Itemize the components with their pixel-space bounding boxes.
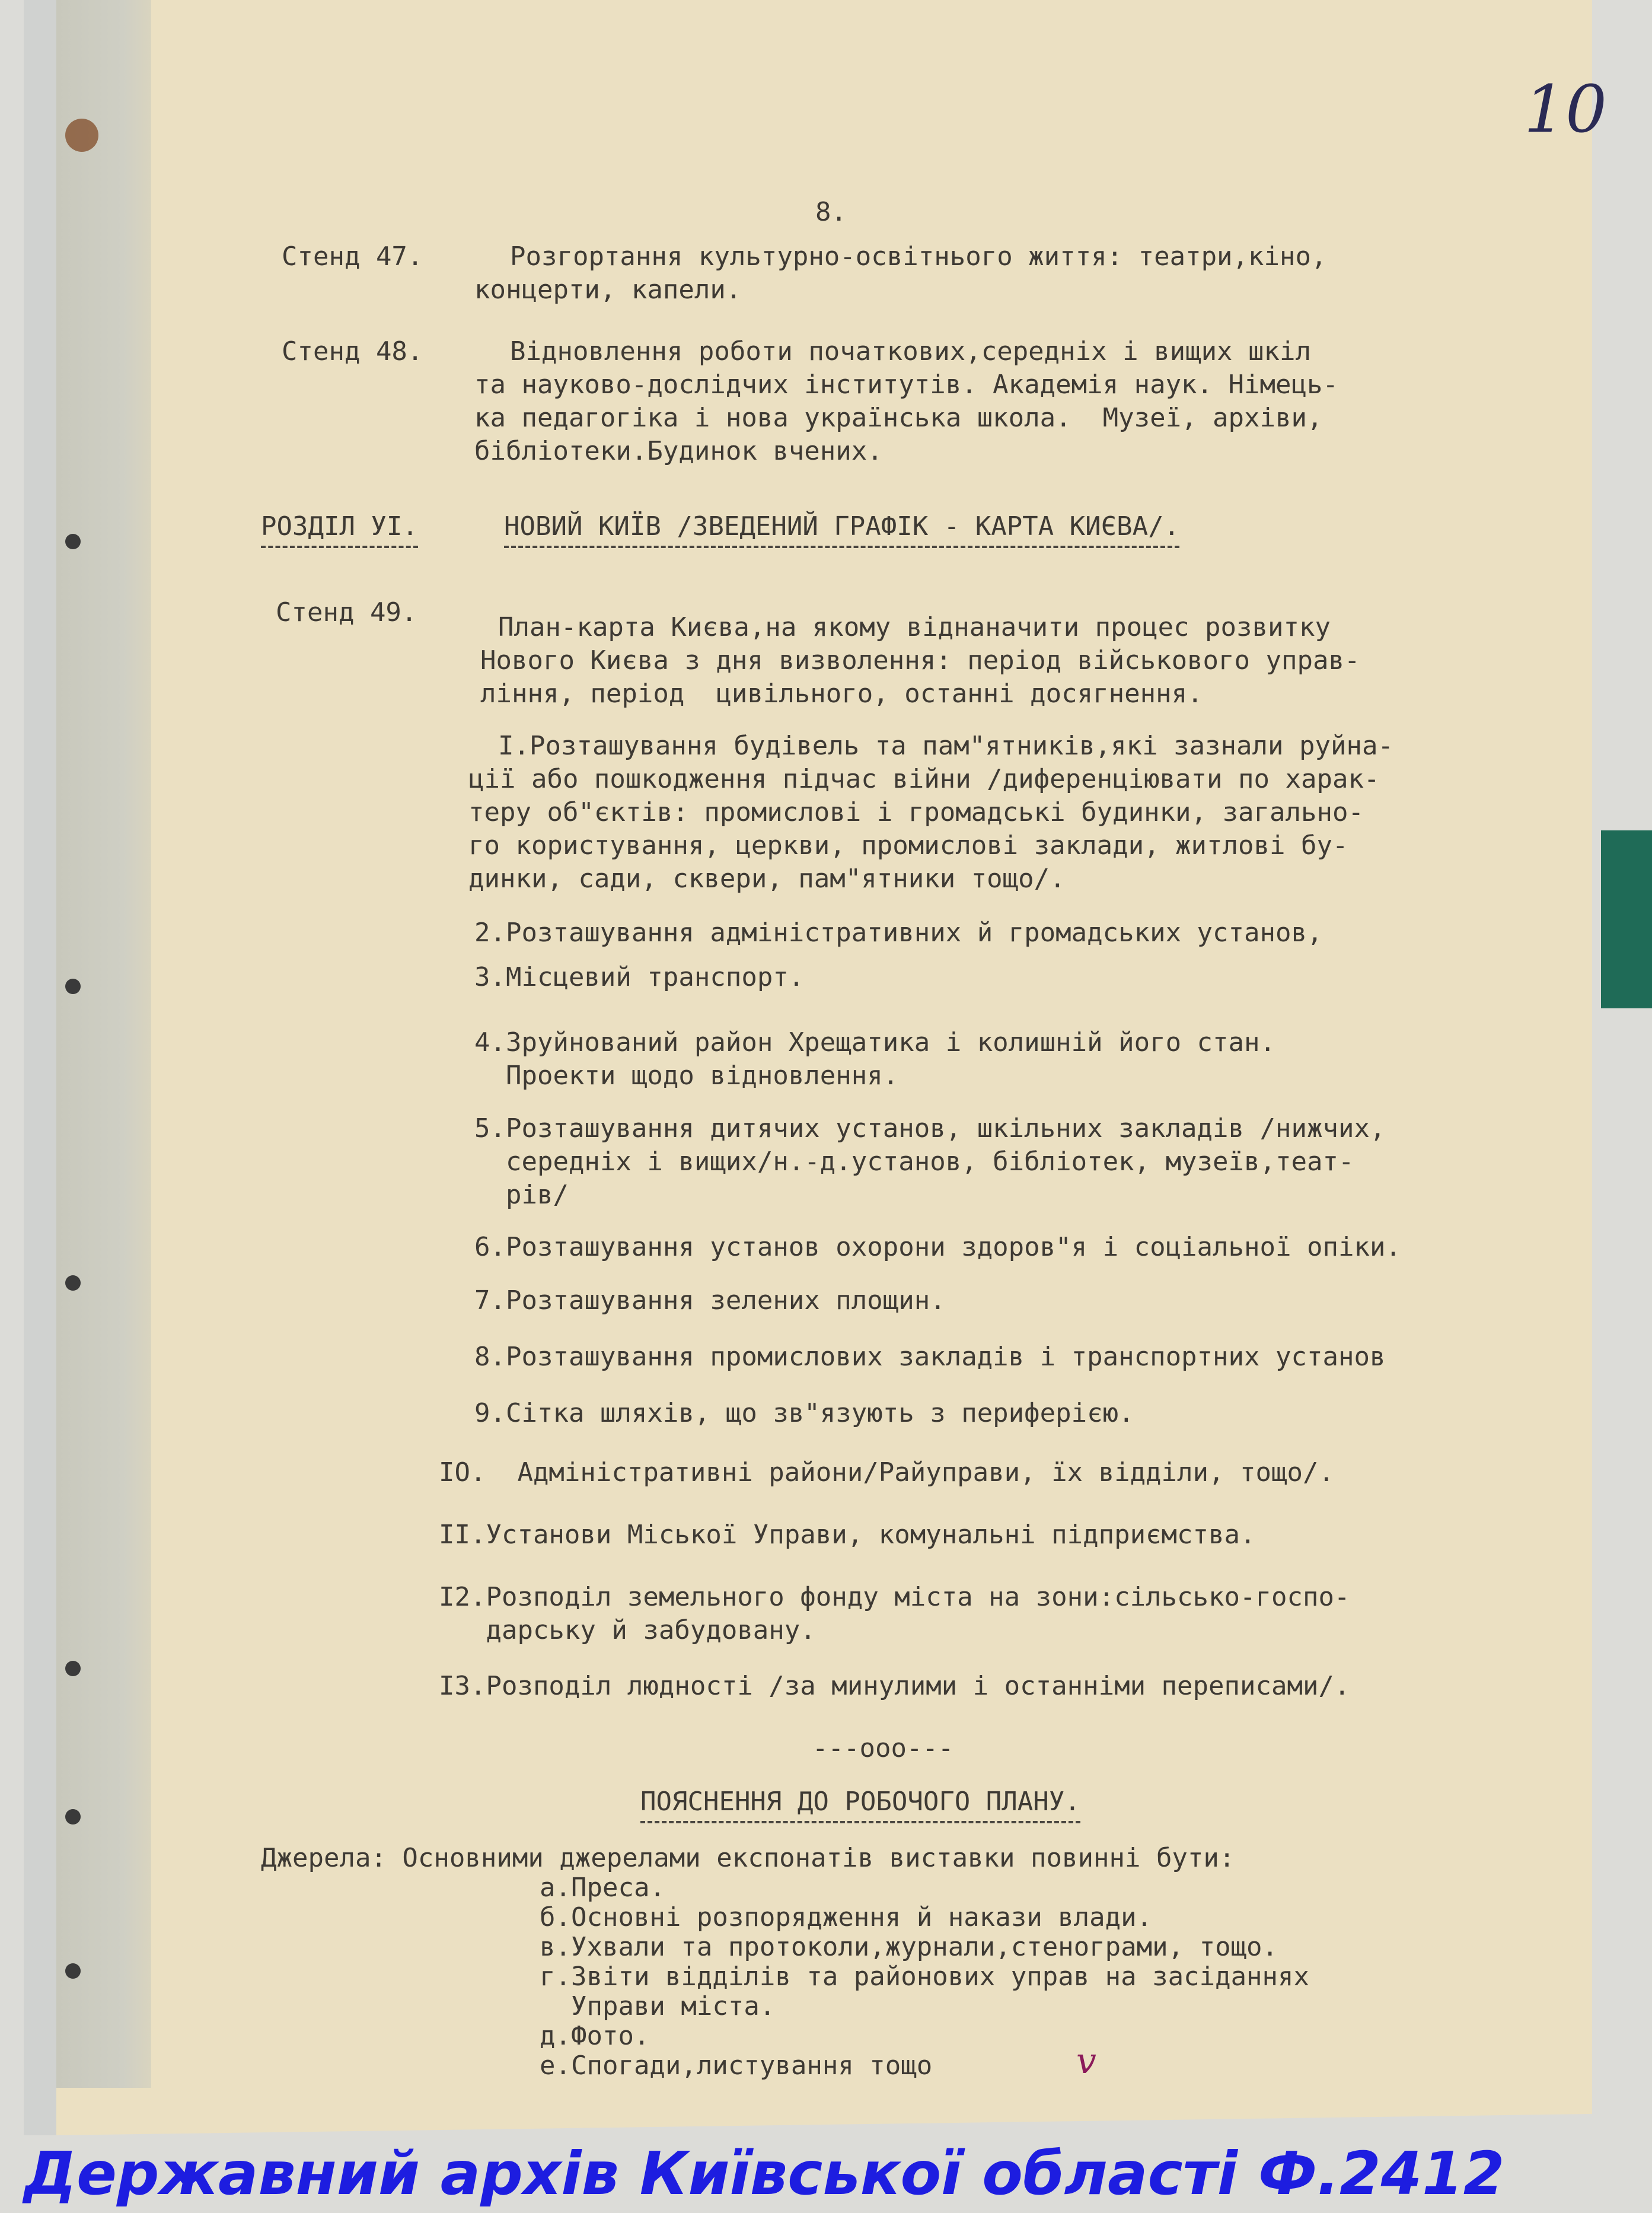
stand-48-line: Відновлення роботи початкових,середніх і вищих шкіл — [510, 336, 1312, 367]
punch-hole — [65, 1809, 81, 1824]
list-item: ІІ.Установи Міської Управи, комунальні підприємства. — [439, 1520, 1256, 1550]
list-item: теру об"єктів: промислові і громадські будинки, загально- — [468, 797, 1364, 827]
section-label: РОЗДІЛ УІ. — [261, 510, 418, 548]
list-item: ції або пошкодження підчас війни /диференціювати по харак- — [468, 764, 1380, 794]
source-item: е.Спогади,листування тощо — [540, 2050, 933, 2081]
list-item: ІО. Адміністративні райони/Райуправи, їх відділи, тощо/. — [439, 1457, 1334, 1488]
folio-number: 10 — [1524, 71, 1607, 147]
source-item: д.Фото. — [540, 2021, 650, 2051]
list-item: 8.Розташування промислових закладів і транспортних установ — [474, 1342, 1386, 1372]
rust-stain — [65, 119, 98, 152]
stand-48-line: ка педагогіка і нова українська школа. Музеї, архіви, — [474, 403, 1323, 433]
stand-49-label: Стенд 49. — [276, 597, 417, 628]
punch-hole — [65, 979, 81, 994]
list-item: 4.Зруйнований район Хрещатика і колишній його стан. — [474, 1027, 1276, 1058]
list-item: рів/ — [474, 1180, 569, 1210]
check-mark: v — [1076, 2040, 1096, 2082]
source-item: б.Основні розпорядження й накази влади. — [540, 1902, 1153, 1932]
source-item: Управи міста. — [540, 1991, 776, 2021]
separator: ---ооо--- — [812, 1733, 954, 1763]
list-item: дарську й забудовану. — [439, 1615, 816, 1645]
stand-49-intro: План-карта Києва,на якому віднаначити процес розвитку — [498, 612, 1331, 642]
list-item: 5.Розташування дитячих установ, шкільних закладів /нижчих, — [474, 1113, 1386, 1144]
list-item: Проекти щодо відновлення. — [474, 1061, 899, 1091]
punch-hole — [65, 534, 81, 549]
stand-48-label: Стенд 48. — [282, 336, 423, 367]
stand-49-intro: ління, період цивільного, останні досягнення. — [480, 679, 1203, 709]
list-item: 7.Розташування зелених площин. — [474, 1285, 946, 1316]
stand-48-line: та науково-дослідчих інститутів. Академія наук. Німець- — [474, 370, 1338, 400]
section-title: НОВИЙ КИЇВ /ЗВЕДЕНИЙ ГРАФІК - КАРТА КИЄВА/. — [504, 510, 1179, 548]
list-item: ІЗ.Розподіл людності /за минулими і останніми переписами/. — [439, 1671, 1350, 1701]
sources-lead: Джерела: Основними джерелами експонатів виставки повинні бути: — [261, 1843, 1235, 1873]
list-item: 3.Місцевий транспорт. — [474, 962, 805, 992]
source-item: в.Ухвали та протоколи,журнали,стенограми, тощо. — [540, 1932, 1278, 1962]
list-item: 6.Розташування установ охорони здоров"я і соціальної опіки. — [474, 1232, 1401, 1262]
list-item: 2.Розташування адміністративних й громадських установ, — [474, 918, 1323, 948]
paper-left-edge — [56, 0, 151, 2088]
explanations-title: ПОЯСНЕННЯ ДО РОБОЧОГО ПЛАНУ. — [640, 1785, 1080, 1823]
stand-49-intro: Нового Києва з дня визволення: період військового управ- — [480, 645, 1360, 676]
punch-hole — [65, 1963, 81, 1979]
archive-footer: Державний архів Київської області Ф.2412 — [24, 2139, 1505, 2208]
list-item: середніх і вищих/н.-д.установ, бібліотек, музеїв,теат- — [474, 1147, 1354, 1177]
list-item: І2.Розподіл земельного фонду міста на зони:сільсько-госпо- — [439, 1582, 1350, 1612]
punch-hole — [65, 1661, 81, 1676]
punch-hole — [65, 1275, 81, 1291]
list-item: го користування, церкви, промислові заклади, житлові бу- — [468, 830, 1348, 861]
list-item: І.Розташування будівель та пам"ятників,які зазнали руйна- — [498, 731, 1393, 761]
green-tab — [1601, 830, 1652, 1008]
stand-47-label: Стенд 47. — [282, 241, 423, 272]
stand-47-line: концерти, капели. — [474, 275, 742, 305]
stand-48-line: бібліотеки.Будинок вчених. — [474, 436, 883, 466]
stand-47-line: Розгортання культурно-освітнього життя: театри,кіно, — [510, 241, 1327, 272]
page-number: 8. — [815, 197, 847, 227]
source-item: г.Звіти відділів та районових управ на засіданнях — [540, 1962, 1310, 1992]
source-item: а.Преса. — [540, 1873, 665, 1903]
list-item: 9.Сітка шляхів, що зв"язують з периферією. — [474, 1398, 1134, 1428]
list-item: динки, сади, сквери, пам"ятники тощо/. — [468, 864, 1066, 894]
